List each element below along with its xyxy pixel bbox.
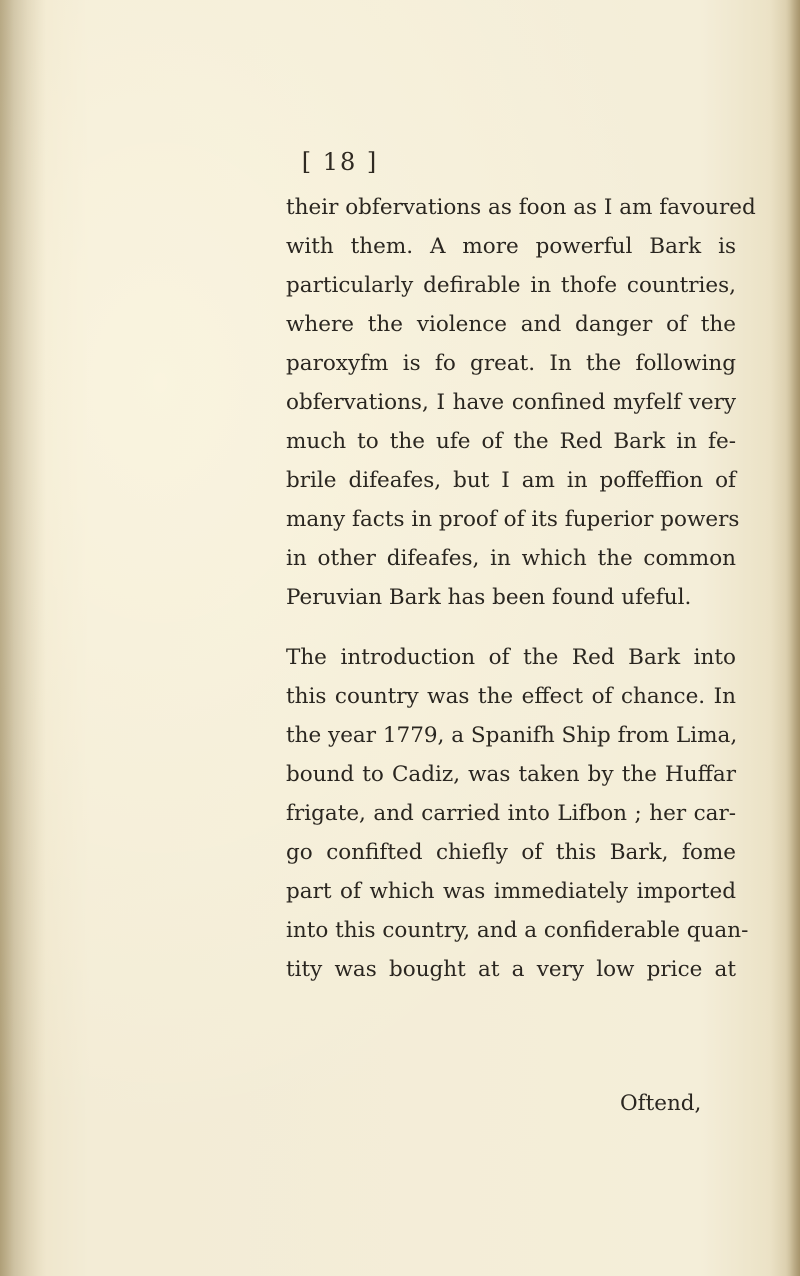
text-line: many facts in proof of its fuperior powers (286, 507, 740, 532)
page-number: [ 18 ] (301, 148, 379, 176)
text-line: brile difeafes, but I am in poffeffion of (286, 468, 736, 493)
text-line: with them. A more powerful Bark is (286, 234, 736, 259)
text-line: their obfervations as foon as I am favoured (286, 195, 756, 220)
paragraph-2 (286, 638, 749, 989)
page-gutter-shadow (0, 0, 46, 1276)
text-line: where the violence and danger of the (286, 312, 736, 337)
text-line: bound to Cadiz, was taken by the Huffar (286, 762, 736, 787)
text-line: Peruvian Bark has been found ufeful. (286, 585, 692, 610)
text-line: into this country, and a confiderable quan- (286, 918, 749, 943)
text-line: frigate, and carried into Lifbon ; her car- (286, 801, 736, 826)
text-line: paroxyfm is fo great. In the following (286, 351, 736, 376)
text-line: in other difeafes, in which the common (286, 546, 736, 571)
text-line: part of which was immediately imported (286, 879, 736, 904)
text-line: particularly defirable in thofe countries, (286, 273, 736, 298)
text-line: The introduction of the Red Bark into (286, 645, 736, 670)
text-line: tity was bought at a very low price at (286, 957, 736, 982)
paragraph-1 (286, 188, 756, 617)
text-line: much to the ufe of the Red Bark in fe- (286, 429, 736, 454)
text-line: the year 1779, a Spanifh Ship from Lima, (286, 723, 738, 748)
text-line: obfervations, I have confined myfelf very (286, 390, 736, 415)
text-line: this country was the effect of chance. In (286, 684, 736, 709)
text-line: go confifted chiefly of this Bark, fome (286, 840, 736, 865)
running-head (0, 148, 800, 176)
catchword: Oftend, (620, 1091, 702, 1116)
page-edge-shadow (786, 0, 800, 1276)
